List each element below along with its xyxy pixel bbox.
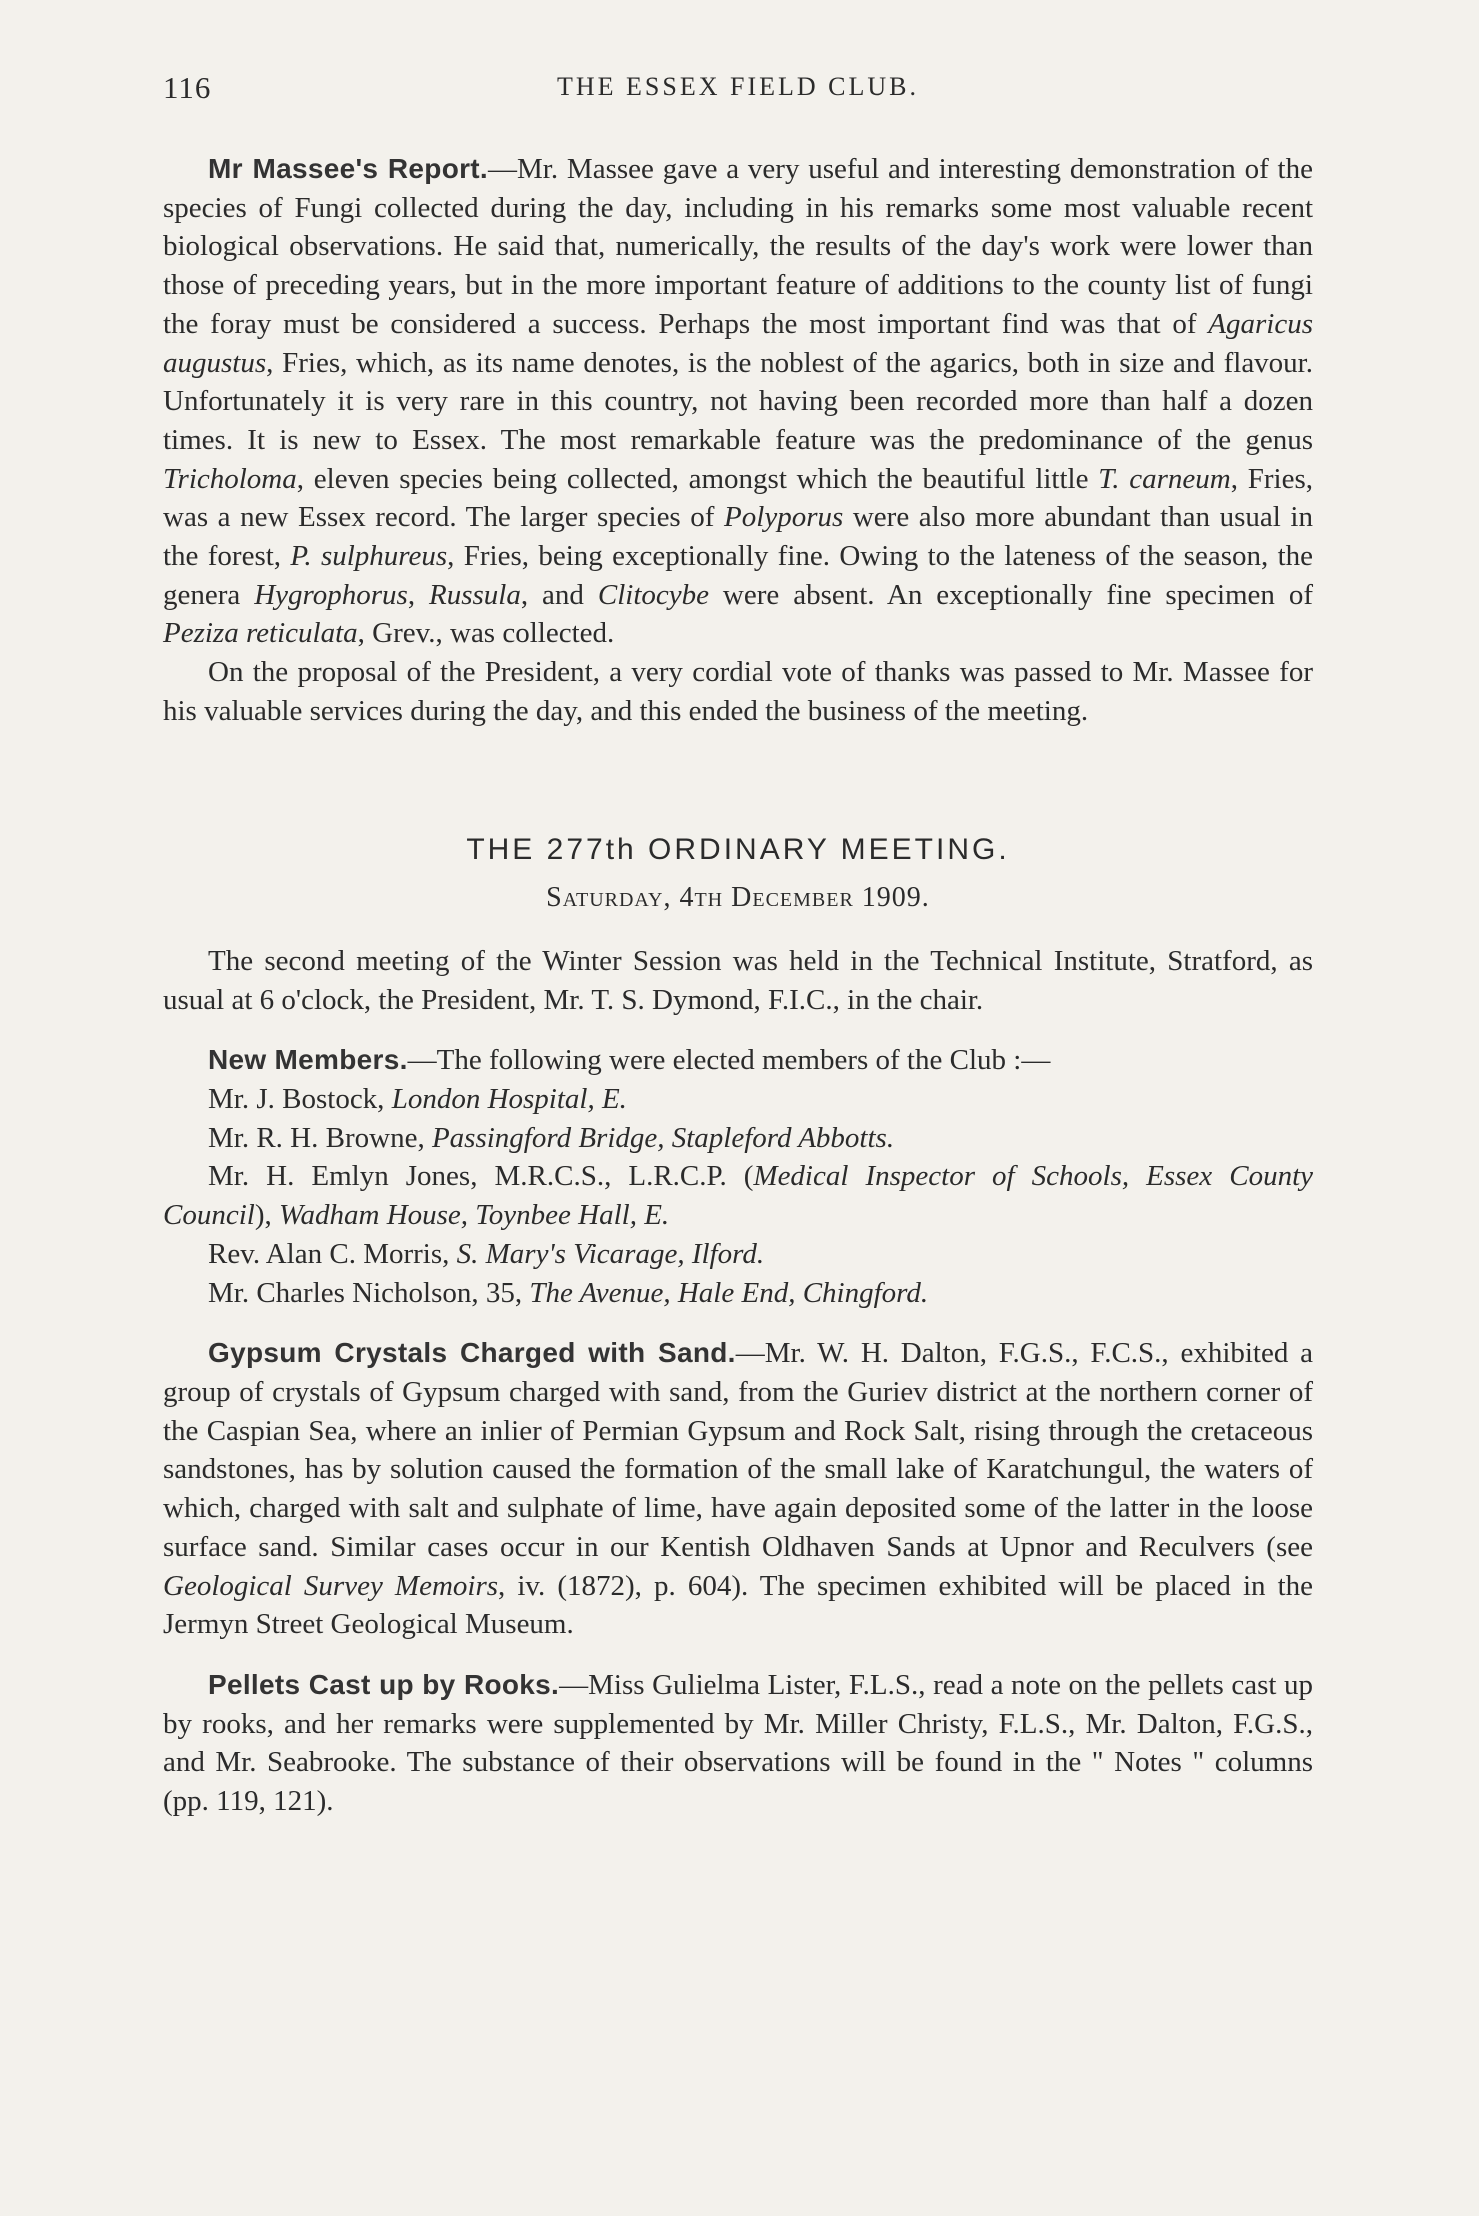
page-header — [163, 70, 1313, 110]
new-members-paragraph: New Members.—The following were elected members of the Club :— — [208, 1044, 1051, 1077]
meeting-title: THE 277th ORDINARY MEETING. — [466, 832, 1010, 866]
massee-report-paragraph: Mr Massee's Report.—Mr. Massee gave a very useful and interesting demonstration of the species of Fungi collected during the day, including in his remarks some most valuable recent biological observations. He said that, numerically, the results of the day's work were lower than those of preceding years, but in the more important feature of additions to the county list of fungi the foray must be considered a success. Perhaps the most important find was that of Agaricus augustus, Fries, which, as its name denotes, is the noblest of the agarics, both in size and flavour. Unfortunately it is very rare in this country, not having been recorded more than half a dozen times. It is new to Essex. The most remarkable feature was the predominance of the genus Tricholoma, eleven species being collected, amongst which the beautiful little T. carneum, Fries, was a new Essex record. The larger species of Polyporus were also more abundant than usual in the forest, P. sulphureus, Fries, being exceptionally fine. Owing to the lateness of the season, the genera Hygrophorus, Russula, and Clitocybe were absent. An exceptionally fine specimen of Peziza reticulata, Grev., was collected. — [163, 153, 1314, 650]
member-entry: Mr. J. Bostock, London Hospital, E. — [208, 1083, 627, 1116]
massee-report-heading: Mr Massee's Report. — [208, 153, 489, 184]
new-members-heading: New Members. — [208, 1044, 408, 1076]
pellets-heading: Pellets Cast up by Rooks. — [208, 1668, 560, 1700]
pellets-paragraph: Pellets Cast up by Rooks.—Miss Gulielma Lister, F.L.S., read a note on the pellets cast up by rooks, and her remarks were supplemented by Mr. Miller Christy, F.L.S., Mr. Dalton, F.G.S., and Mr. Seabrooke. The substance of their observations will be found in the " Notes " columns (pp. 119, 121). — [163, 1668, 1314, 1818]
member-entry: Mr. Charles Nicholson, 35, The Avenue, Hale End, Chingford. — [208, 1276, 929, 1309]
member-entry: Rev. Alan C. Morris, S. Mary's Vicarage, Ilford. — [208, 1237, 765, 1270]
member-entry: Mr. R. H. Browne, Passingford Bridge, Stapleford Abbotts. — [208, 1121, 895, 1154]
meeting-date: Saturday, 4th December 1909. — [546, 882, 930, 914]
meeting-intro-paragraph: The second meeting of the Winter Session was held in the Technical Institute, Stratford, as usual at 6 o'clock, the President, Mr. T. S. Dymond, F.I.C., in the chair. — [163, 944, 1313, 1016]
vote-of-thanks-paragraph: On the proposal of the President, a very cordial vote of thanks was passed to Mr. Massee for his valuable services during the day, and this ended the business of the meeting. — [163, 656, 1313, 727]
gypsum-paragraph: Gypsum Crystals Charged with Sand.—Mr. W. H. Dalton, F.G.S., F.C.S., exhibited a group of crystals of Gypsum charged with sand, from the Guriev district at the northern corner of the Caspian Sea, where an inlier of Permian Gypsum and Rock Salt, rising through the cretaceous sandstones, has by solution caused the formation of the small lake of Karatchungul, the waters of which, charged with salt and sulphate of lime, have again deposited some of the latter in the loose surface sand. Similar cases occur in our Kentish Oldhaven Sands at Upnor and Reculvers (see Geological Survey Memoirs, iv. (1872), p. 604). The specimen exhibited will be placed in the Jermyn Street Geological Museum. — [163, 1337, 1314, 1641]
page-body — [163, 150, 1313, 1821]
gypsum-heading: Gypsum Crystals Charged with Sand. — [208, 1337, 736, 1369]
running-title: THE ESSEX FIELD CLUB. — [557, 72, 919, 101]
page-number: 116 — [163, 70, 212, 105]
member-entry: Mr. H. Emlyn Jones, M.R.C.S., L.R.C.P. (Medical Inspector of Schools, Essex County Council), Wadham House, Toynbee Hall, E. — [163, 1160, 1313, 1232]
